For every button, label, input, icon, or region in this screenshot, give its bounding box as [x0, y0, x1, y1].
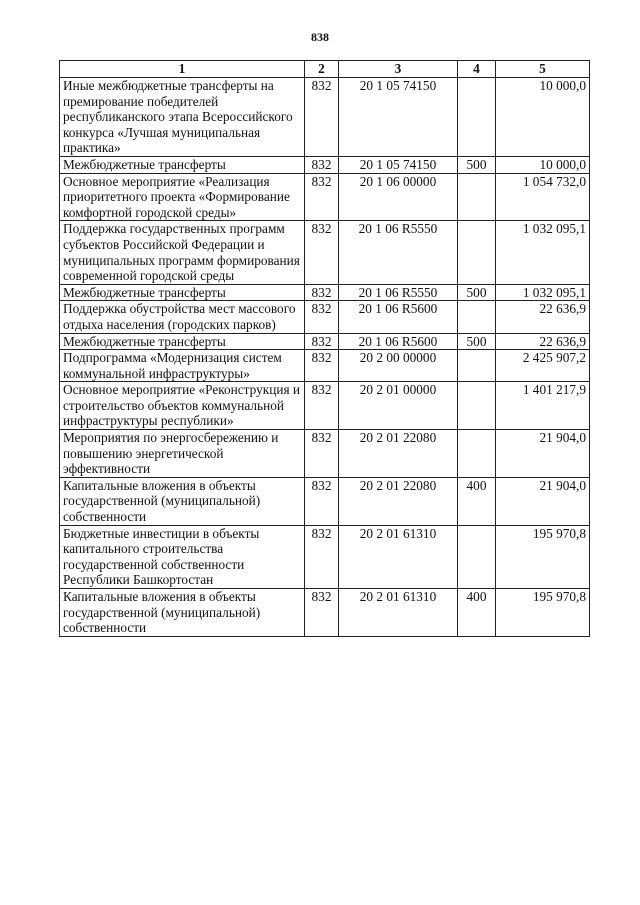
row-amount: 1 032 095,1: [496, 284, 590, 301]
table-row: [60, 156, 590, 173]
row-amount: 1 032 095,1: [496, 221, 590, 284]
row-amount: 2 425 907,2: [496, 350, 590, 382]
row-expense-type: [458, 430, 496, 478]
table-row: [60, 430, 590, 478]
row-expense-type: 500: [458, 284, 496, 301]
row-ministry-code: 832: [305, 477, 339, 525]
table-row: [60, 589, 590, 637]
row-ministry-code: 832: [305, 156, 339, 173]
row-name: Основное мероприятие «Реконструкция и строительство объектов коммунальной инфраструктуры республики»: [60, 382, 305, 430]
row-name: Капитальные вложения в объекты государственной (муниципальной) собственности: [60, 477, 305, 525]
column-header-2: 2: [305, 61, 339, 78]
table-row: [60, 78, 590, 157]
row-ministry-code: 832: [305, 430, 339, 478]
row-expense-type: [458, 382, 496, 430]
row-amount: 10 000,0: [496, 78, 590, 157]
row-target-code: 20 2 01 61310: [339, 589, 458, 637]
table-row: [60, 284, 590, 301]
row-amount: 10 000,0: [496, 156, 590, 173]
row-expense-type: [458, 301, 496, 333]
column-header-5: 5: [496, 61, 590, 78]
table-row: [60, 350, 590, 382]
row-target-code: 20 1 05 74150: [339, 156, 458, 173]
row-expense-type: [458, 350, 496, 382]
row-target-code: 20 2 01 22080: [339, 430, 458, 478]
row-name: Межбюджетные трансферты: [60, 333, 305, 350]
row-target-code: 20 2 01 00000: [339, 382, 458, 430]
row-expense-type: [458, 221, 496, 284]
column-header-3: 3: [339, 61, 458, 78]
row-name: Иные межбюджетные трансферты на премирование победителей республиканского этапа Всероссийского конкурса «Лучшая муниципальная практика»: [60, 78, 305, 157]
row-ministry-code: 832: [305, 173, 339, 221]
row-name: Подпрограмма «Модернизация систем коммунальной инфраструктуры»: [60, 350, 305, 382]
table-row: [60, 382, 590, 430]
row-name: Бюджетные инвестиции в объекты капитального строительства государственной собственности Республики Башкортостан: [60, 525, 305, 588]
row-expense-type: [458, 78, 496, 157]
table-row: [60, 477, 590, 525]
row-amount: 22 636,9: [496, 301, 590, 333]
row-name: Поддержка государственных программ субъектов Российской Федерации и муниципальных программ формирования современной городской среды: [60, 221, 305, 284]
table-row: [60, 333, 590, 350]
row-ministry-code: 832: [305, 589, 339, 637]
page-number: 838: [311, 30, 329, 44]
row-ministry-code: 832: [305, 78, 339, 157]
table-header-row: [60, 61, 590, 78]
row-ministry-code: 832: [305, 350, 339, 382]
row-expense-type: 500: [458, 333, 496, 350]
row-name: Капитальные вложения в объекты государственной (муниципальной) собственности: [60, 589, 305, 637]
row-name: Межбюджетные трансферты: [60, 156, 305, 173]
row-name: Межбюджетные трансферты: [60, 284, 305, 301]
table-row: [60, 525, 590, 588]
row-target-code: 20 1 06 R5550: [339, 221, 458, 284]
row-amount: 22 636,9: [496, 333, 590, 350]
row-amount: 1 401 217,9: [496, 382, 590, 430]
table-row: [60, 173, 590, 221]
row-amount: 21 904,0: [496, 430, 590, 478]
budget-table: [59, 60, 590, 637]
row-amount: 195 970,8: [496, 525, 590, 588]
row-target-code: 20 2 01 61310: [339, 525, 458, 588]
table-row: [60, 301, 590, 333]
row-ministry-code: 832: [305, 301, 339, 333]
row-target-code: 20 1 05 74150: [339, 78, 458, 157]
table-row: [60, 221, 590, 284]
column-header-4: 4: [458, 61, 496, 78]
row-name: Поддержка обустройства мест массового отдыха населения (городских парков): [60, 301, 305, 333]
row-ministry-code: 832: [305, 221, 339, 284]
row-ministry-code: 832: [305, 284, 339, 301]
row-amount: 21 904,0: [496, 477, 590, 525]
row-expense-type: [458, 525, 496, 588]
column-header-1: 1: [60, 61, 305, 78]
row-name: Основное мероприятие «Реализация приоритетного проекта «Формирование комфортной городской среды»: [60, 173, 305, 221]
row-target-code: 20 1 06 R5600: [339, 333, 458, 350]
row-target-code: 20 1 06 R5600: [339, 301, 458, 333]
row-ministry-code: 832: [305, 382, 339, 430]
row-ministry-code: 832: [305, 333, 339, 350]
row-expense-type: [458, 173, 496, 221]
row-expense-type: 400: [458, 589, 496, 637]
row-expense-type: 500: [458, 156, 496, 173]
row-expense-type: 400: [458, 477, 496, 525]
row-amount: 1 054 732,0: [496, 173, 590, 221]
row-name: Мероприятия по энергосбережению и повышению энергетической эффективности: [60, 430, 305, 478]
row-target-code: 20 2 00 00000: [339, 350, 458, 382]
row-ministry-code: 832: [305, 525, 339, 588]
row-target-code: 20 2 01 22080: [339, 477, 458, 525]
row-target-code: 20 1 06 R5550: [339, 284, 458, 301]
row-target-code: 20 1 06 00000: [339, 173, 458, 221]
row-amount: 195 970,8: [496, 589, 590, 637]
